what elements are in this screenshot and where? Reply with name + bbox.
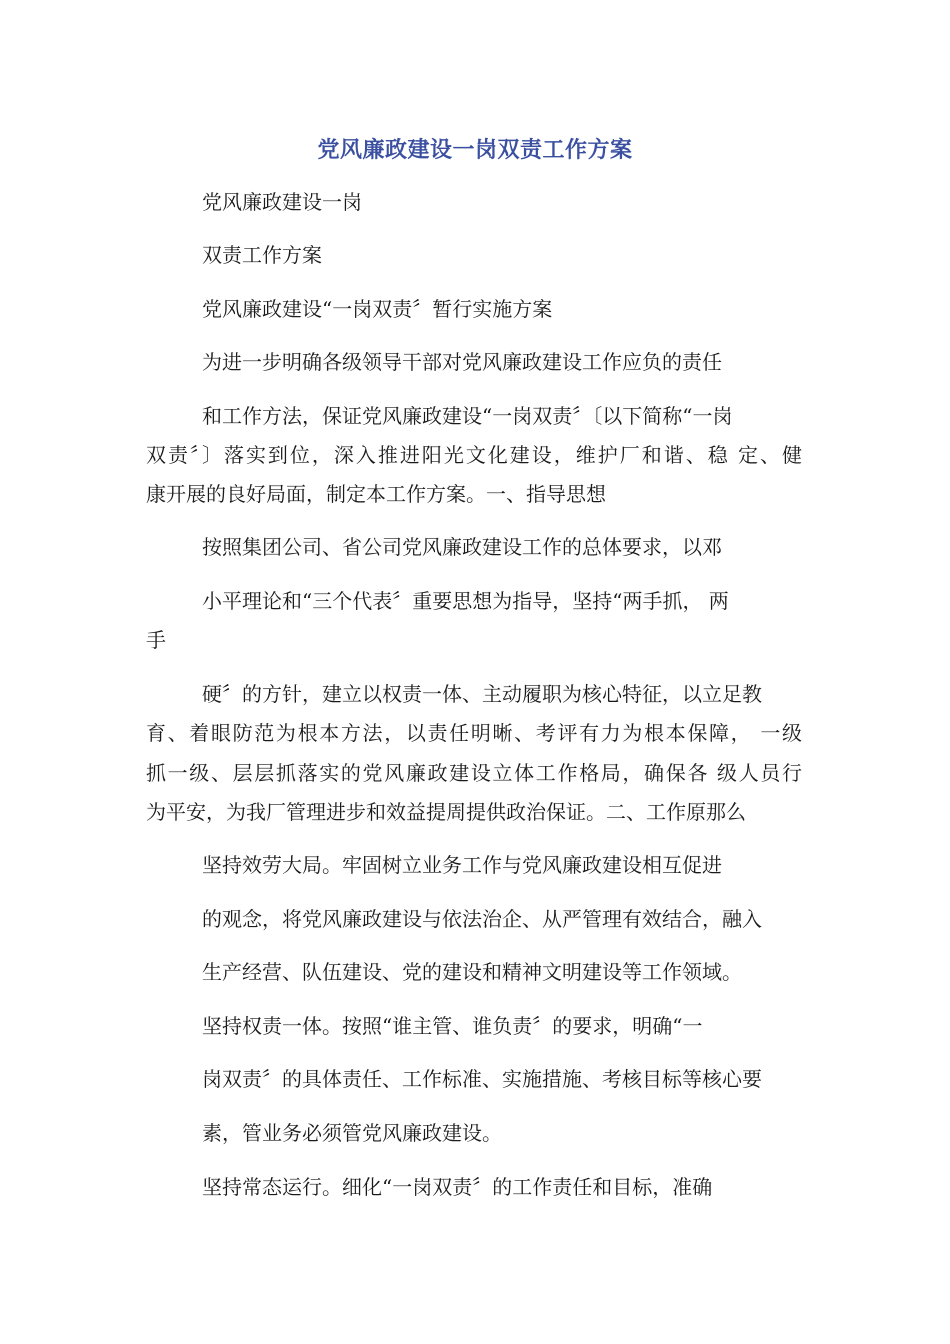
text-line: 双责〞〕落实到位，深入推进阳光文化建设，维护厂和谐、稳 定、健 [146, 443, 802, 467]
text-line: 的观念，将党风廉政建设与依法治企、从严管理有效结合，融入 [202, 907, 762, 931]
text-line: 坚持效劳大局。牢固树立业务工作与党风廉政建设相互促进 [202, 853, 722, 877]
text-line: 和工作方法，保证党风廉政建设“一岗双责〞〔以下简称“一岗 [202, 404, 733, 428]
text-line: 抓一级、层层抓落实的党风廉政建设立体工作格局，确保各 级人员行 [146, 761, 802, 785]
text-line: 生产经营、队伍建设、党的建设和精神文明建设等工作领域。 [202, 960, 742, 984]
text-line: 按照集团公司、省公司党风廉政建设工作的总体要求，以邓 [202, 535, 722, 559]
text-line: 坚持常态运行。细化“一岗双责〞的工作责任和目标，准确 [202, 1175, 713, 1199]
text-line: 为进一步明确各级领导干部对党风廉政建设工作应负的责任 [202, 350, 722, 374]
text-line: 硬〞的方针，建立以权责一体、主动履职为核心特征，以立足教 [202, 682, 762, 706]
text-line: 素，管业务必须管党风廉政建设。 [202, 1121, 502, 1145]
text-line: 坚持权责一体。按照“谁主管、谁负责〞的要求，明确“一 [202, 1014, 703, 1038]
text-line: 手 [146, 628, 166, 652]
text-line: 党风廉政建设“一岗双责〞暂行实施方案 [202, 297, 553, 321]
text-line: 岗双责〞的具体责任、工作标准、实施措施、考核目标等核心要 [202, 1067, 762, 1091]
document-title: 党风廉政建设一岗双责工作方案 [317, 138, 633, 163]
text-line: 小平理论和“三个代表〞重要思想为指导，坚持“两手抓， 两 [202, 589, 729, 613]
text-line: 党风廉政建设一岗 [202, 190, 362, 214]
text-line: 康开展的良好局面，制定本工作方案。一、指导思想 [146, 482, 606, 506]
text-line: 为平安，为我厂管理进步和效益提周提供政治保证。二、工作原那么 [146, 800, 746, 824]
text-line: 育、着眼防范为根本方法，以责任明晰、考评有力为根本保障， 一级 [146, 721, 802, 745]
text-line: 双责工作方案 [202, 243, 322, 267]
